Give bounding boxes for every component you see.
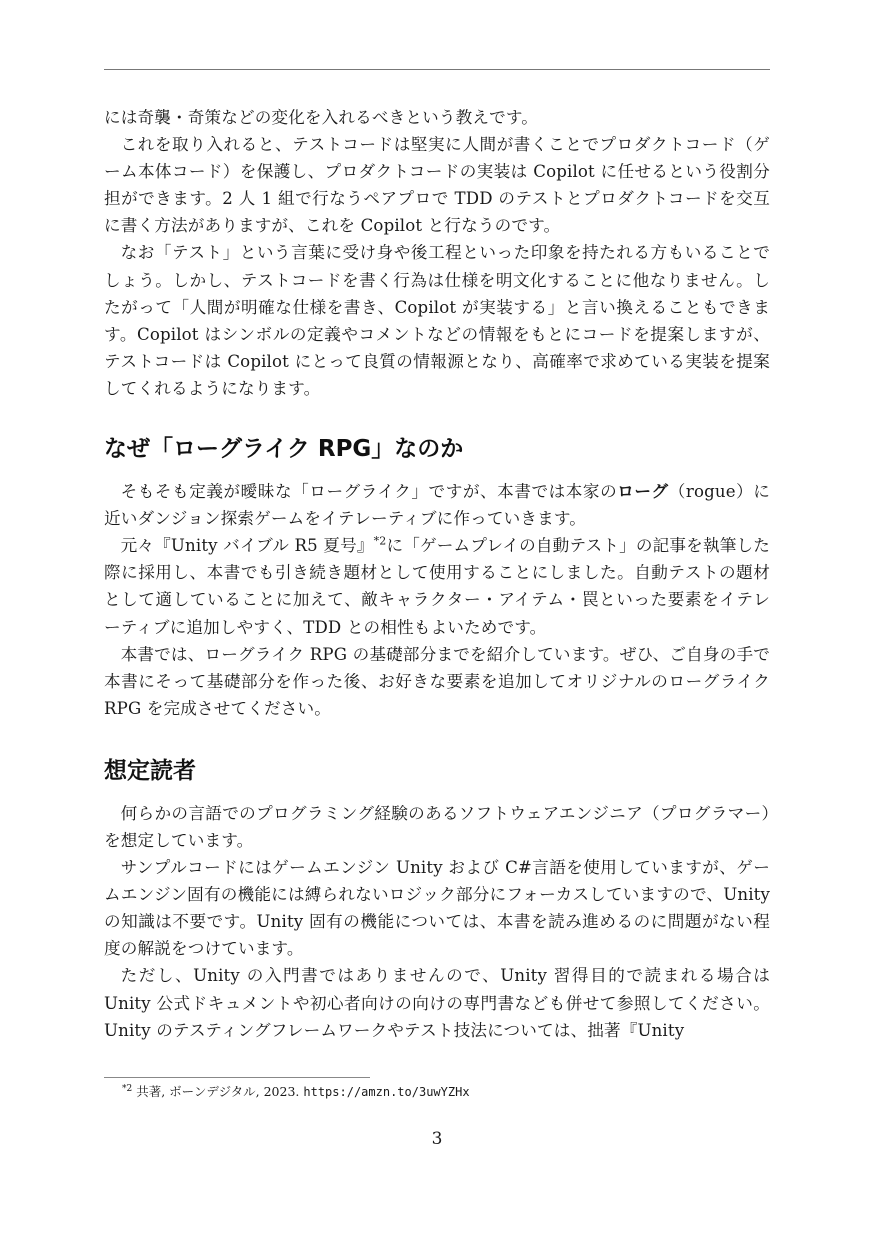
audience-paragraph-engineers: 何らかの言語でのプログラミング経験のあるソフトウェアエンジニア（プログラマー）を想定しています。 xyxy=(104,803,770,850)
roguelike-p2-before: 元々『Unity バイブル R5 夏号』 xyxy=(120,536,374,556)
roguelike-paragraph-definition xyxy=(104,478,770,532)
footnote-mark: *2 xyxy=(122,1083,133,1094)
section-audience-heading-block xyxy=(104,756,770,786)
page-number: 3 xyxy=(431,1129,443,1149)
intro-paragraph-continued: には奇襲・奇策などの変化を入れるべきという教えです。 xyxy=(104,108,539,127)
intro-paragraph-role-division: これを取り入れると、テストコードは堅実に人間が書くことでプロダクトコード（ゲーム本体コード）を保護し、プロダクトコードの実装は Copilot に任せるという役割分担ができます。2 人 1 組で行なうペアプロで TDD のテストとプロダクトコードを交互に書く方法がありますが、これを Copilot と行なうのです。 xyxy=(104,135,770,236)
page-body xyxy=(104,104,770,1044)
roguelike-p2-after: に「ゲームプレイの自動テスト」の記事を執筆した際に採用し、本書でも引き続き題材として使用することにしました。自動テストの題材として適していることに加えて、敵キャラクター・アイテム・罠といった要素をイテレーティブに追加しやすく、TDD との相性もよいためです。 xyxy=(104,536,770,637)
intro-paragraph-test-as-spec: なお「テスト」という言葉に受け身や後工程といった印象を持たれる方もいることでしょう。しかし、テストコードを書く行為は仕様を明文化することに他なりません。したがって「人間が明確な仕様を書き、Copilot が実装する」と言い換えることもできます。Copilot はシンボルの定義やコメントなどの情報をもとにコードを提案しますが、テストコードは Copilot にとって良質の情報源となり、高確率で求めている実装を提案してくれるようになります。 xyxy=(104,243,770,398)
section-heading-why-roguelike: なぜ「ローグライク RPG」なのか xyxy=(104,436,464,463)
rogue-bold-term: ローグ xyxy=(617,482,669,502)
footnote-text: 共著, ボーンデジタル, 2023. xyxy=(132,1084,304,1099)
audience-paragraph-not-intro-book: ただし、Unity の入門書ではありませんので、Unity 習得目的で読まれる場合は Unity 公式ドキュメントや初心者向けの向けの専門書なども併せて参照してください。Unity のテスティングフレームワークやテスト技法については、拙著『Unity xyxy=(104,966,770,1040)
footnote-2 xyxy=(122,1083,470,1101)
section-roguelike-heading-block xyxy=(104,434,770,464)
roguelike-paragraph-origin xyxy=(104,532,770,640)
section-heading-target-readers: 想定読者 xyxy=(104,757,196,784)
footnote-rule xyxy=(104,1077,370,1078)
roguelike-paragraph-scope: 本書では、ローグライク RPG の基礎部分までを紹介しています。ぜひ、ご自身の手で本書にそって基礎部分を作った後、お好きな要素を追加してオリジナルのローグライク RPG を完成させてください。 xyxy=(104,644,770,718)
footnote-reference[interactable]: *2 xyxy=(373,534,387,548)
audience-paragraph-unity-csharp: サンプルコードにはゲームエンジン Unity および C#言語を使用していますが、ゲームエンジン固有の機能には縛られないロジック部分にフォーカスしていますので、Unity の知識は不要です。Unity 固有の機能については、本書を読み進めるのに問題がない程度の解説をつけています。 xyxy=(104,858,770,959)
header-rule xyxy=(104,69,770,70)
roguelike-p1-after: （rogue）に近いダンジョン探索ゲームをイテレーティブに作っていきます。 xyxy=(104,482,770,529)
roguelike-p1-before: そもそも定義が曖昧な「ローグライク」ですが、本書では本家の xyxy=(120,482,618,502)
footnote-url-link[interactable]: https://amzn.to/3uwYZHx xyxy=(303,1085,470,1099)
